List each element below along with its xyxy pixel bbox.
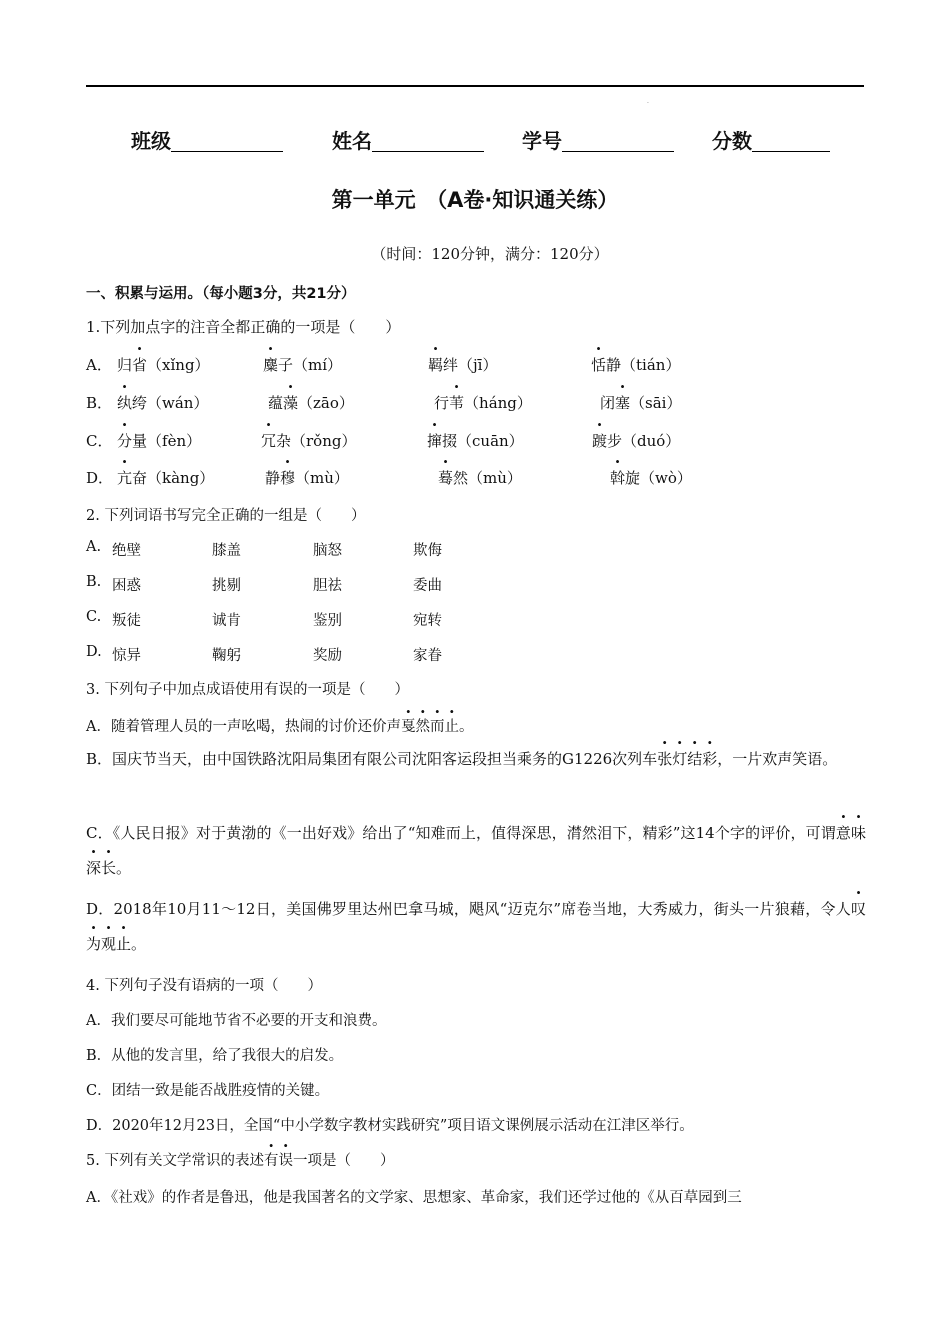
name-field[interactable]	[332, 124, 484, 158]
q3-b-text: B．国庆节当天，由中国铁路沈阳局集团有限公司沈阳客运段担当乘务的G1226次列车	[86, 750, 658, 768]
q2-word: 宛转	[413, 613, 442, 629]
q1-dotted-char: 亢	[117, 469, 133, 487]
q1-option-item	[117, 430, 201, 451]
q1-option-letter: A．	[86, 356, 112, 374]
q3-option-c	[86, 816, 866, 886]
class-label: 班级	[131, 129, 171, 153]
q3-b-idiom: 张灯结彩	[657, 750, 718, 768]
q2-option-letter: C.	[86, 609, 102, 625]
q2-word: 惊异	[112, 648, 141, 664]
q2-word: 欺侮	[413, 543, 442, 559]
q1-dotted-char: 冗	[261, 432, 277, 450]
q1-stem: 1.下列加点字的注音全都正确的一项是（ ）	[86, 318, 401, 336]
q3-c-idiom: 意味深长	[86, 824, 866, 877]
q1-option-item	[117, 354, 210, 375]
q2-word: 家眷	[413, 648, 442, 664]
student-id-field[interactable]	[522, 124, 674, 158]
q2-word: 膝盖	[212, 543, 241, 559]
q1-item-suffix: 子（mí）	[278, 356, 343, 374]
q2-word: 叛徒	[112, 613, 141, 629]
q3-d-idiom: 叹为观止	[86, 900, 866, 953]
q1-item-prefix: 行	[434, 394, 450, 412]
q5-stem-end: 一项是（ ）	[292, 1153, 395, 1169]
q1-item-suffix: （sāi）	[630, 394, 682, 412]
q1-item-suffix: （zāo）	[298, 394, 354, 412]
q1-option-letter: C．	[86, 432, 113, 450]
q1-option-item	[268, 392, 354, 413]
class-field[interactable]	[131, 124, 283, 158]
q1-item-suffix: 旋（wò）	[625, 469, 692, 487]
scan-dot: ·	[647, 100, 649, 107]
q2-word: 诚肯	[212, 613, 241, 629]
q1-option-item	[263, 354, 342, 375]
q1-option-item	[592, 430, 680, 451]
q1-option-item	[265, 467, 349, 488]
q2-option-letter: B.	[86, 574, 102, 590]
student-id-blank[interactable]	[562, 127, 674, 152]
q1-item-prefix: 蕴	[268, 394, 284, 412]
q2-option-letter: A.	[86, 539, 102, 555]
q1-option-item	[427, 430, 524, 451]
q3-c-text: C．《人民日报》对于黄渤的《一出好戏》给出了“知难而上，值得深思，潸然泪下，精彩”这14个字的评价，可谓	[86, 824, 836, 842]
q4-option-b: B．从他的发言里，给了我很大的启发。	[86, 1048, 344, 1064]
q1-item-suffix: （xǐng）	[147, 356, 210, 374]
q1-item-suffix: 步（duó）	[607, 432, 681, 450]
q2-word: 委曲	[413, 578, 442, 594]
q1-dotted-char: 麋	[263, 356, 279, 374]
q4-option-c: C．团结一致是能否战胜疫情的关键。	[86, 1083, 330, 1099]
q5-stem-text: 5. 下列有关文学常识的表述	[86, 1153, 264, 1169]
q1-dotted-char: 撺	[427, 432, 443, 450]
q1-item-suffix: 量（fèn）	[132, 432, 202, 450]
q1-item-suffix: （mù）	[295, 469, 349, 487]
q4-stem: 4. 下列句子没有语病的一项（ ）	[86, 978, 322, 994]
q1-option-letter: B．	[86, 394, 113, 412]
q1-option-item	[438, 467, 522, 488]
section-heading: 一、积累与运用。（每小题3分，共21分）	[86, 286, 356, 302]
q5-stem-emphasis: 有误	[263, 1153, 293, 1169]
q2-word: 奖励	[313, 648, 342, 664]
q3-a-end: 。	[458, 719, 474, 735]
q1-dotted-char: 藻	[283, 394, 299, 412]
q1-option-item	[117, 467, 214, 488]
q1-option-item	[591, 354, 680, 375]
q1-item-suffix: 静（tián）	[606, 356, 681, 374]
q1-item-suffix: 掇（cuān）	[442, 432, 524, 450]
q2-option-letter: D.	[86, 644, 102, 660]
q1-dotted-char: 踱	[592, 432, 608, 450]
header-rule	[86, 85, 864, 87]
q1-item-prefix: 闭	[600, 394, 616, 412]
q2-word: 绝壁	[112, 543, 141, 559]
q1-dotted-char: 塞	[615, 394, 631, 412]
q2-word: 挑剔	[212, 578, 241, 594]
student-info-row	[0, 124, 950, 160]
q1-dotted-char: 蓦	[438, 469, 454, 487]
q4-option-a: A．我们要尽可能地节省不必要的开支和浪费。	[86, 1013, 387, 1029]
name-blank[interactable]	[372, 127, 484, 152]
q3-d-text: D．2018年10月11～12日，美国佛罗里达州巴拿马城，飓风“迈克尔”席卷当地，大秀威力，街头一片狼藉，令人	[86, 900, 851, 918]
q1-dotted-char: 纨	[117, 394, 133, 412]
student-id-label: 学号	[522, 129, 562, 153]
q1-option-item	[117, 392, 208, 413]
q1-dotted-char: 分	[117, 432, 133, 450]
q1-item-prefix: 归	[117, 356, 133, 374]
page-title: 第一单元 （A卷·知识通关练）	[331, 188, 619, 212]
score-label: 分数	[712, 129, 752, 153]
q5-option-a: A．《社戏》的作者是鲁迅，他是我国著名的文学家、思想家、革命家，我们还学过他的《从百草园到三	[86, 1190, 742, 1206]
q1-item-suffix: （háng）	[464, 394, 532, 412]
q2-word: 困惑	[112, 578, 141, 594]
q3-a-text: A．随着管理人员的一声吆喝，热闹的讨价还价声	[86, 719, 401, 735]
q2-word: 鞠躬	[212, 648, 241, 664]
q2-word: 脑怒	[313, 543, 342, 559]
q1-dotted-char: 羁	[428, 356, 444, 374]
exam-time-info: （时间：120分钟，满分：120分）	[371, 245, 609, 263]
q5-stem	[86, 1149, 394, 1170]
q3-d-end: 。	[131, 935, 147, 953]
q3-option-d	[86, 892, 866, 962]
q3-c-end: 。	[116, 859, 132, 877]
name-label: 姓名	[332, 129, 372, 153]
q1-option-item	[261, 430, 356, 451]
q1-option-item	[428, 354, 497, 375]
q1-item-suffix: 然（mù）	[453, 469, 522, 487]
q1-dotted-char: 穆	[280, 469, 296, 487]
q3-option-a	[86, 715, 473, 736]
q2-word: 鉴别	[313, 613, 342, 629]
q4-option-d: D．2020年12月23日，全国“中小学数字教材实践研究”项目语文课例展示活动在江津区举行。	[86, 1118, 694, 1134]
q1-option-item	[600, 392, 681, 413]
q1-dotted-char: 省	[132, 356, 148, 374]
q1-dotted-char: 苇	[449, 394, 465, 412]
q1-dotted-char: 斡	[610, 469, 626, 487]
q3-a-idiom: 戛然而止	[400, 719, 459, 735]
q1-item-suffix: 杂（rǒng）	[276, 432, 357, 450]
q1-dotted-char: 恬	[591, 356, 607, 374]
q1-item-suffix: 奋（kàng）	[132, 469, 215, 487]
q2-stem: 2. 下列词语书写完全正确的一组是（ ）	[86, 508, 366, 524]
q3-option-b	[86, 742, 866, 777]
q2-word: 胆祛	[313, 578, 342, 594]
q3-stem: 3. 下列句子中加点成语使用有误的一项是（ ）	[86, 682, 409, 698]
class-blank[interactable]	[171, 127, 283, 152]
q1-option-item	[434, 392, 532, 413]
q1-option-item	[610, 467, 692, 488]
q1-item-prefix: 静	[265, 469, 281, 487]
score-blank[interactable]	[752, 127, 830, 152]
q1-option-letter: D．	[86, 469, 114, 487]
score-field[interactable]	[712, 124, 830, 158]
q1-item-suffix: 绊（jī）	[443, 356, 498, 374]
q1-item-suffix: 绔（wán）	[132, 394, 209, 412]
q3-b-end: ，一片欢声笑语。	[717, 750, 838, 768]
